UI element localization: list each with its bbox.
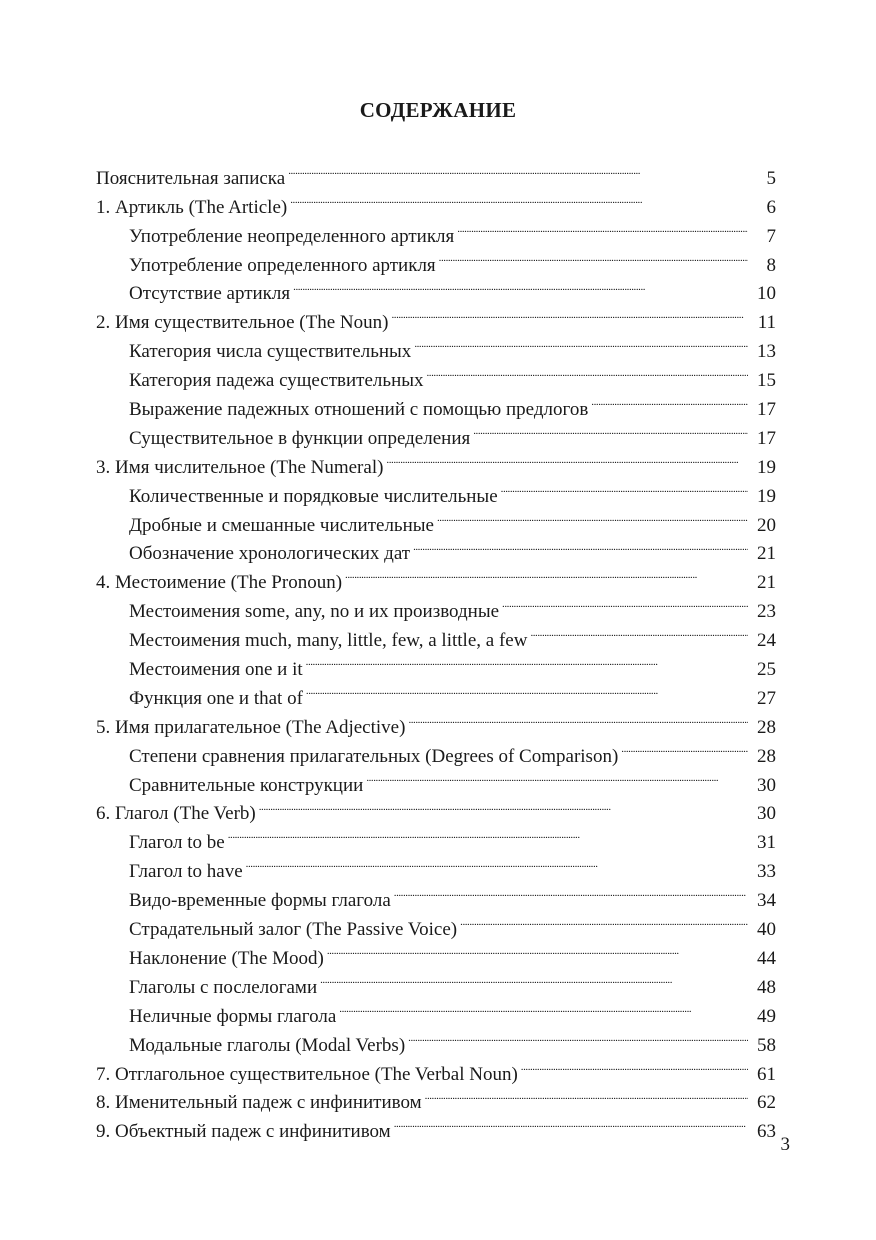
page-title: СОДЕРЖАНИЕ: [359, 98, 517, 122]
toc-dot-leader: [386, 444, 748, 473]
toc-entry-page: 17: [757, 427, 776, 449]
toc-dot-leader: [339, 993, 748, 1022]
toc-entry-title: Сравнительные конструкции: [129, 774, 364, 796]
toc-entry-page: 17: [757, 399, 776, 421]
toc-entry-page: 48: [757, 976, 776, 998]
page-number: 3: [780, 1134, 790, 1155]
toc-entry-title: Страдательный залог (The Passive Voice): [129, 919, 458, 941]
toc-entry-page: 30: [757, 774, 776, 796]
toc-dot-leader: [502, 588, 748, 617]
toc-entry-page: 7: [766, 225, 776, 247]
toc-entry-title: Степени сравнения прилагательных (Degrees of Comparison): [129, 745, 619, 767]
toc-entry-title: 3. Имя числительное (The Numeral): [96, 456, 384, 478]
toc-entry-title: 1. Артикль (The Article): [96, 196, 288, 218]
toc-dot-leader: [391, 299, 748, 328]
toc-entry-page: 13: [757, 341, 776, 363]
toc-entry-title: Неличные формы глагола: [129, 1005, 337, 1027]
toc-entry-page: 21: [757, 543, 776, 565]
toc-entry-page: 8: [766, 254, 776, 276]
toc-entry-page: 63: [757, 1121, 776, 1143]
toc-dot-leader: [306, 675, 748, 704]
toc-dot-leader: [501, 473, 748, 502]
toc-entry-page: 20: [757, 514, 776, 536]
toc-entry-page: 40: [757, 919, 776, 941]
toc-entry-title: Употребление неопределенного артикля: [129, 225, 455, 247]
toc-entry-title: Наклонение (The Mood): [129, 947, 324, 969]
toc-dot-leader: [228, 819, 748, 848]
toc-entry-title: Обозначение хронологических дат: [129, 543, 411, 565]
toc-dot-leader: [394, 1108, 748, 1137]
toc-dot-leader: [457, 213, 748, 242]
toc-dot-leader: [306, 646, 748, 675]
toc-entry-title: 4. Местоимение (The Pronoun): [96, 572, 343, 594]
toc-entry-page: 19: [757, 485, 776, 507]
toc-dot-leader: [427, 357, 749, 386]
toc-entry-page: 49: [757, 1005, 776, 1027]
toc-entry-title: Категория падежа существительных: [129, 370, 424, 392]
toc-dot-leader: [521, 1051, 748, 1080]
toc-dot-leader: [408, 1022, 748, 1051]
toc-entry-title: Местоимения one и it: [129, 659, 303, 681]
toc-dot-leader: [366, 762, 748, 791]
toc-entry-title: Функция one и that of: [129, 687, 303, 709]
toc-entry-title: Местоимения some, any, no и их производные: [129, 601, 500, 623]
toc-entry-page: 61: [757, 1063, 776, 1085]
toc-entry-title: Видо-временные формы глагола: [129, 890, 391, 912]
toc-dot-leader: [473, 415, 748, 444]
toc-dot-leader: [530, 617, 748, 646]
toc-entry-title: 8. Именительный падеж с инфинитивом: [96, 1092, 422, 1114]
toc-dot-leader: [437, 502, 748, 531]
toc-dot-leader: [439, 242, 748, 271]
toc-dot-leader: [414, 328, 748, 357]
toc-entry-page: 31: [757, 832, 776, 854]
toc-dot-leader: [413, 531, 748, 560]
toc-entry-title: Количественные и порядковые числительные: [129, 485, 498, 507]
toc-entry-title: 5. Имя прилагательное (The Adjective): [96, 716, 406, 738]
toc-entry-page: 5: [766, 167, 776, 189]
toc-entry-page: 6: [766, 196, 776, 218]
toc-dot-leader: [408, 704, 748, 733]
toc-entry-title: 9. Объектный падеж с инфинитивом: [96, 1121, 391, 1143]
toc-entry-page: 30: [757, 803, 776, 825]
toc-entry-title: 7. Отглагольное существительное (The Verbal Noun): [96, 1063, 518, 1085]
toc-entry-page: 19: [757, 456, 776, 478]
toc-dot-leader: [290, 184, 748, 213]
toc-section-entry: [96, 155, 776, 189]
toc-entry-title: 6. Глагол (The Verb): [96, 803, 256, 825]
table-of-contents: [96, 155, 776, 1143]
toc-entry-title: Дробные и смешанные числительные: [129, 514, 434, 536]
toc-entry-page: 25: [757, 659, 776, 681]
toc-dot-leader: [320, 964, 748, 993]
toc-dot-leader: [246, 848, 748, 877]
toc-dot-leader: [425, 1080, 748, 1109]
toc-entry-title: Глагол to have: [129, 861, 243, 883]
toc-entry-page: 34: [757, 890, 776, 912]
toc-entry-page: 15: [757, 370, 776, 392]
toc-entry-page: 28: [757, 716, 776, 738]
toc-entry-title: Отсутствие артикля: [129, 283, 291, 305]
toc-entry-page: 58: [757, 1034, 776, 1056]
toc-dot-leader: [591, 386, 748, 415]
toc-entry-page: 44: [757, 947, 776, 969]
toc-entry-page: 62: [757, 1092, 776, 1114]
toc-entry-title: Выражение падежных отношений с помощью предлогов: [129, 399, 589, 421]
toc-entry-page: 24: [757, 630, 776, 652]
toc-entry-title: Местоимения much, many, little, few, a little, a few: [129, 630, 528, 652]
toc-dot-leader: [394, 877, 748, 906]
toc-dot-leader: [288, 155, 748, 184]
toc-entry-title: Пояснительная записка: [96, 167, 286, 189]
toc-dot-leader: [327, 935, 748, 964]
toc-entry-page: 11: [757, 312, 776, 334]
toc-dot-leader: [259, 791, 748, 820]
toc-entry-page: 28: [757, 745, 776, 767]
toc-entry-title: Категория числа существительных: [129, 341, 412, 363]
toc-entry-title: 2. Имя существительное (The Noun): [96, 312, 389, 334]
toc-entry-page: 23: [757, 601, 776, 623]
toc-entry-title: Глаголы с послелогами: [129, 976, 318, 998]
toc-dot-leader: [460, 906, 748, 935]
toc-dot-leader: [621, 733, 748, 762]
toc-entry-title: Существительное в функции определения: [129, 427, 471, 449]
toc-dot-leader: [345, 559, 748, 588]
toc-entry-page: 21: [757, 572, 776, 594]
toc-entry-page: 27: [757, 687, 776, 709]
toc-entry-page: 33: [757, 861, 776, 883]
toc-entry-title: Употребление определенного артикля: [129, 254, 436, 276]
toc-dot-leader: [293, 271, 748, 300]
toc-entry-title: Модальные глаголы (Modal Verbs): [129, 1034, 406, 1056]
toc-entry-title: Глагол to be: [129, 832, 225, 854]
toc-entry-page: 10: [757, 283, 776, 305]
